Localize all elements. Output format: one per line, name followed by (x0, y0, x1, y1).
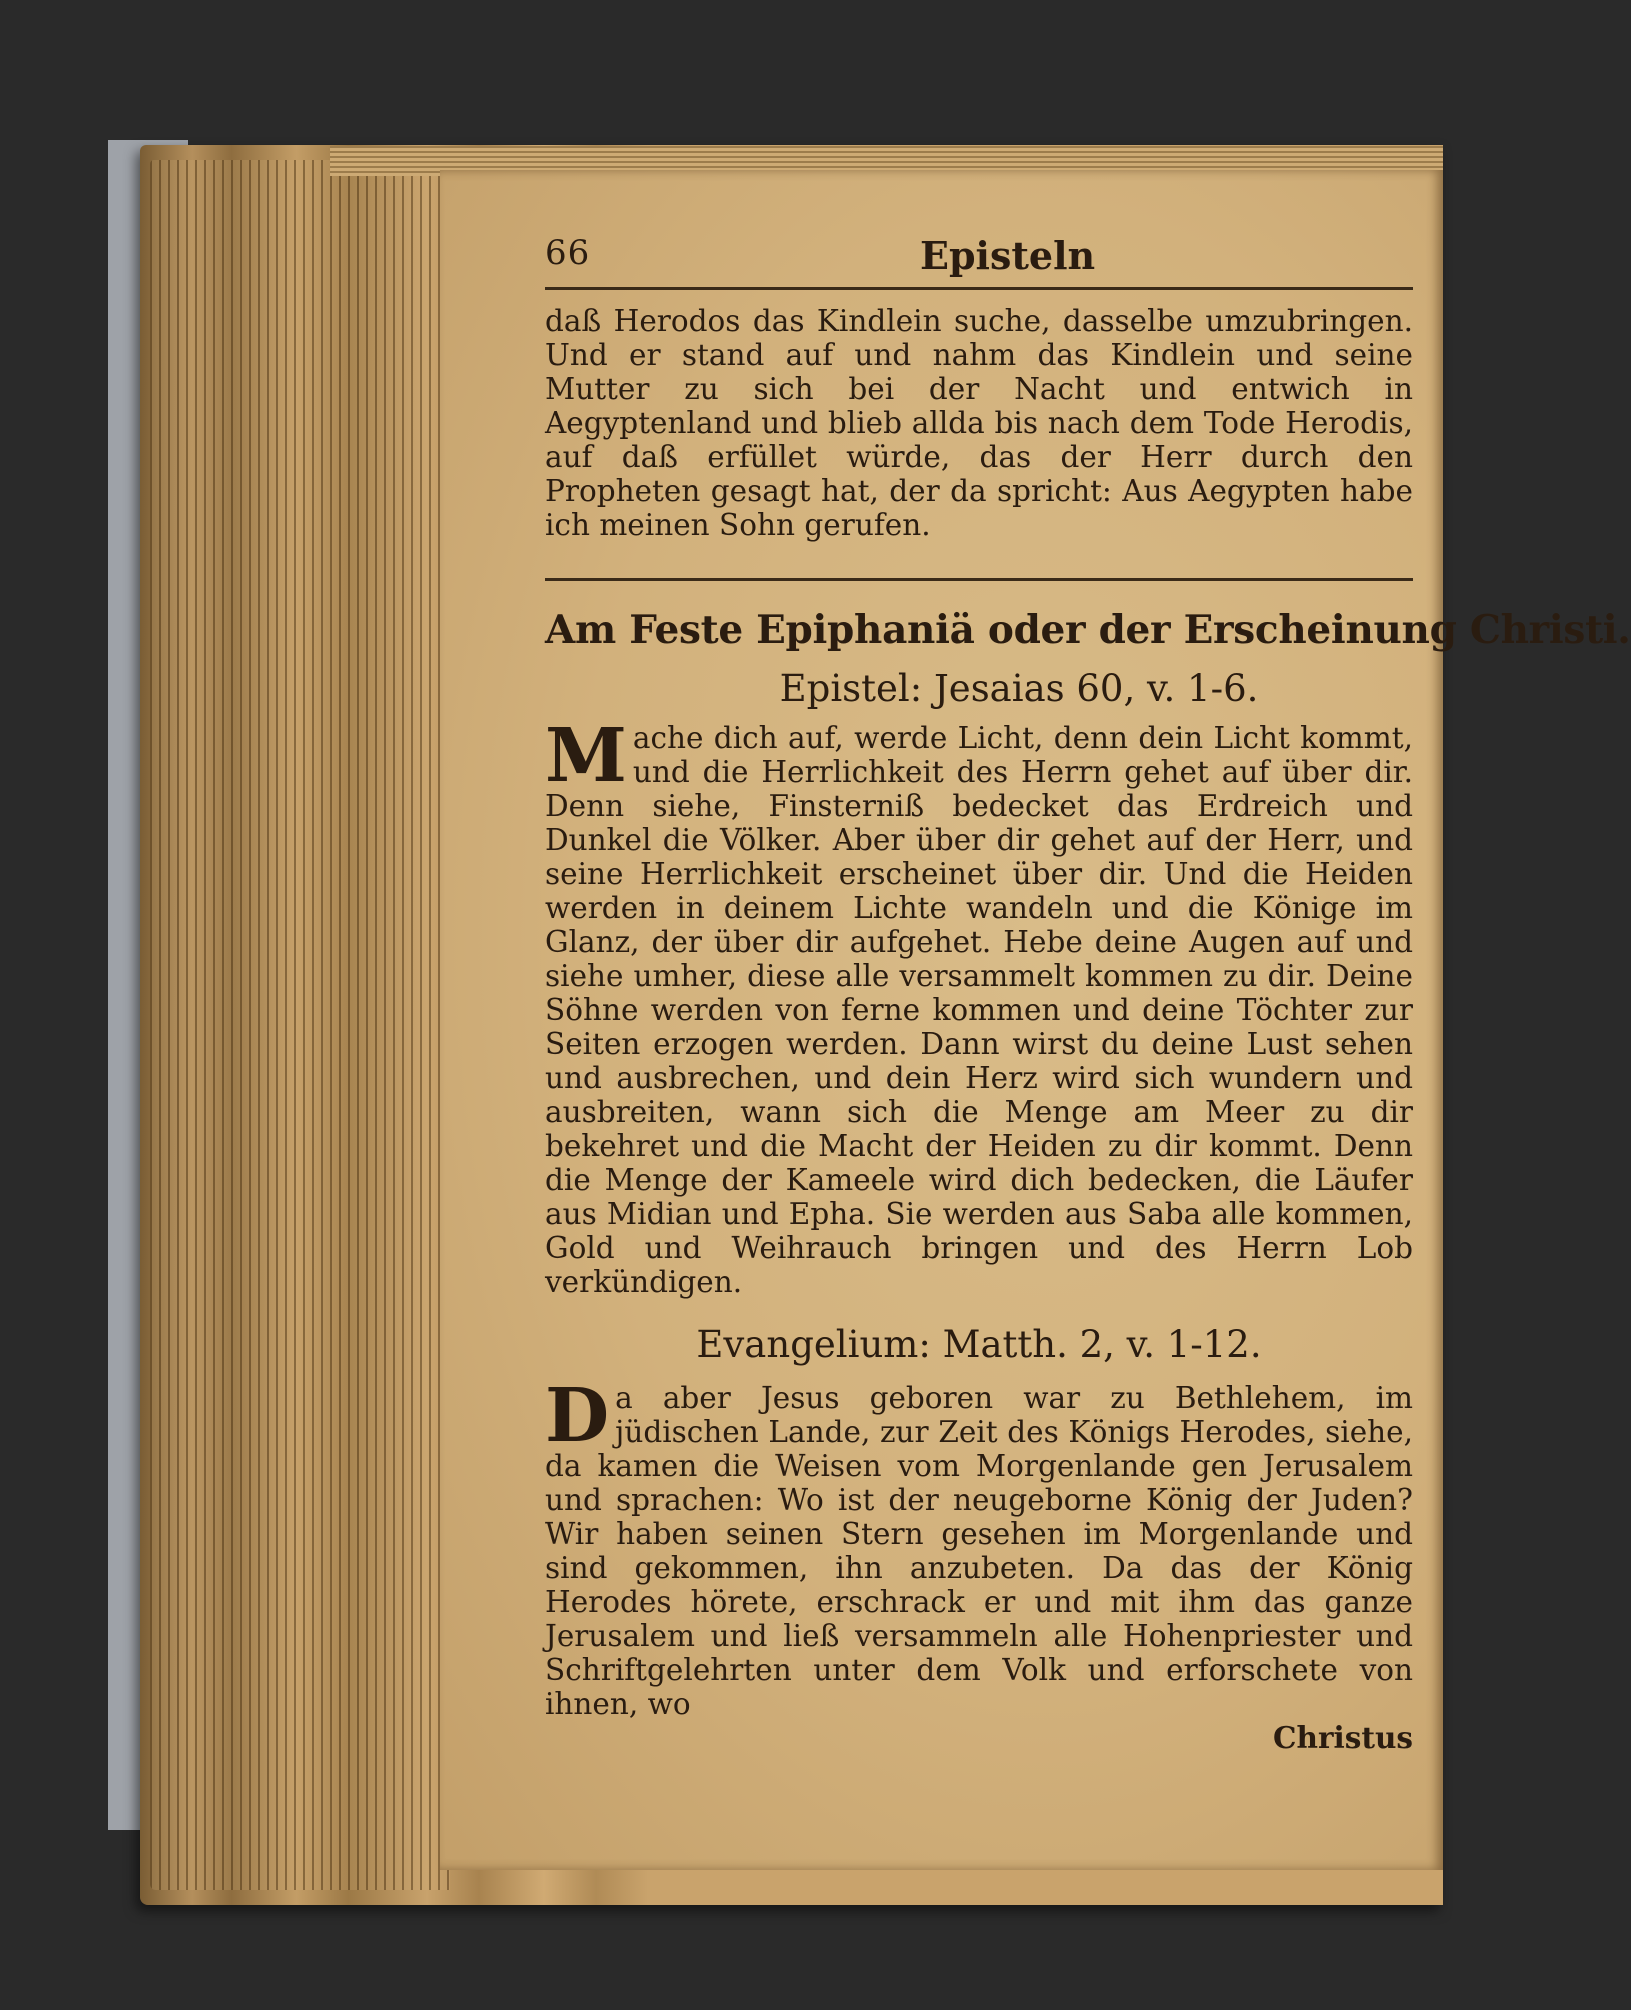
catchword: Christus (1273, 1720, 1413, 1755)
continued-passage: daß Herodos das Kindlein suche, dasselbe umzubringen. Und er stand auf und nahm das Kindlein und seine Mutter zu sich bei der Nacht und entwich in Aegyptenland und blieb allda bis nach dem Tode Herodis, auf daß erfüllet würde, das der Herr durch den Propheten gesagt hat, der da spricht: Aus Aegypten habe ich meinen Sohn gerufen. (545, 304, 1413, 542)
section-rule (545, 578, 1413, 581)
gospel-title: Evangelium: Matth. 2, v. 1-12. (696, 1323, 1262, 1366)
gospel-text: a aber Jesus geboren war zu Bethlehem, im jüdischen Lande, zur Zeit des Königs Herodes, siehe, da kamen die Weisen vom Morgenlande gen Jerusalem und sprachen: Wo ist der neugeborne König der Juden? Wir haben seinen Stern gesehen im Morgenlande und sind gekommen, ihn anzubeten. Da das der König Herodes hörete, erschrack er und mit ihm das ganze Jerusalem und ließ versammeln alle Hohenpriester und Schriftgelehrten unter dem Volk und erforschete von ihnen, wo (545, 1381, 1413, 1721)
page-content (545, 225, 1631, 1755)
epistle-title: Epistel: Jesaias 60, v. 1-6. (779, 667, 1259, 710)
epistle-dropcap: M (545, 713, 627, 799)
page-edges (150, 160, 450, 1890)
epistle-passage (545, 713, 1413, 1299)
gospel-passage (545, 1373, 1413, 1721)
epistle-text: ache dich auf, werde Licht, denn dein Licht kommt, und die Herrlichkeit des Herrn gehet auf über dir. Denn siehe, Finsterniß bedecket das Erdreich und Dunkel die Völker. Aber über dir gehet auf der Herr, und seine Herrlichkeit erscheinet über dir. Und die Heiden werden in deinem Lichte wandeln und die Könige im Glanz, der über dir aufgehet. Hebe deine Augen auf und siehe umher, diese alle versammelt kommen zu dir. Deine Söhne werden von ferne kommen und deine Töchter zur Seiten erzogen werden. Dann wirst du deine Lust sehen und ausbrechen, und dein Herz wird sich wundern und ausbreiten, wann sich die Menge am Meer zu dir bekehret und die Macht der Heiden zu dir kommt. Denn die Menge der Kameele wird dich bedecken, die Läufer aus Midian und Epha. Sie werden aus Saba alle kommen, Gold und Weihrauch bringen und des Herrn Lob verkündigen. (545, 721, 1413, 1299)
page-number: 66 (545, 233, 591, 273)
running-title: Episteln (920, 233, 1096, 278)
header-rule (545, 287, 1413, 290)
feast-heading: Am Feste Epiphaniä oder der Erscheinung Christi. (545, 607, 1631, 653)
gospel-dropcap: D (545, 1373, 610, 1459)
running-head (545, 225, 1413, 287)
